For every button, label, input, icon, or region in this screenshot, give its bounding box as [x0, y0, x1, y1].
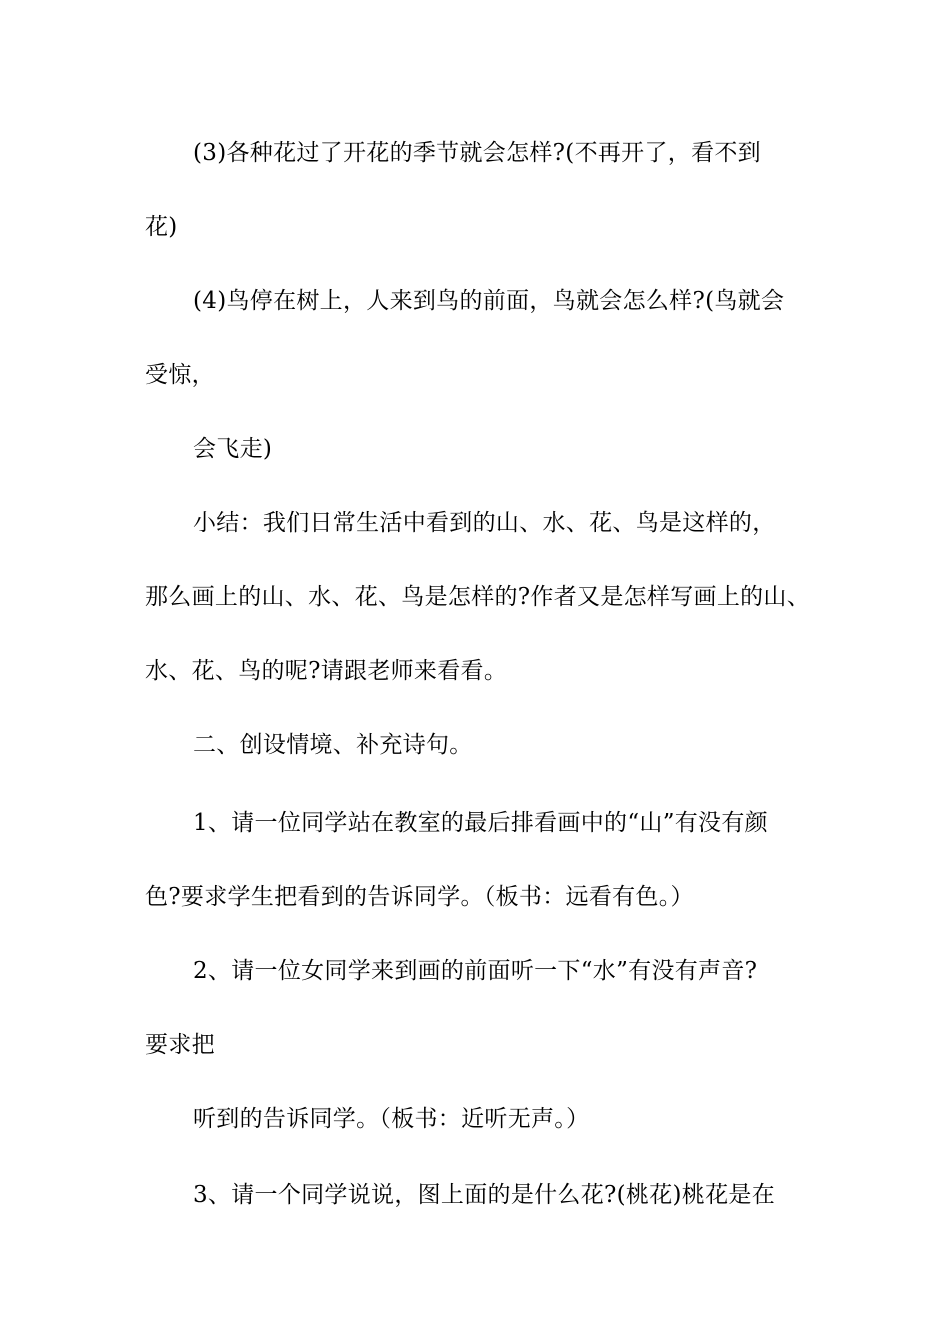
section-heading: 二、创设情境、补充诗句。: [193, 732, 473, 758]
paragraph-line: 会飞走): [193, 436, 273, 462]
paragraph-line: 小结：我们日常生活中看到的山、水、花、鸟是这样的，: [193, 510, 776, 536]
paragraph-line: 听到的告诉同学。（板书：近听无声。）: [193, 1106, 590, 1132]
paragraph-line: (4)鸟停在树上，人来到鸟的前面，鸟就会怎么样?(鸟就会: [193, 288, 785, 314]
paragraph-line: 1、请一位同学站在教室的最后排看画中的“山”有没有颜: [193, 810, 768, 836]
paragraph-line: 3、请一个同学说说，图上面的是什么花?(桃花)桃花是在: [193, 1182, 776, 1208]
paragraph-line: 色?要求学生把看到的告诉同学。（板书：远看有色。）: [145, 884, 694, 910]
paragraph-line: 那么画上的山、水、花、鸟是怎样的?作者又是怎样写画上的山、: [145, 584, 811, 610]
paragraph-line: (3)各种花过了开花的季节就会怎样?(不再开了，看不到: [193, 140, 761, 166]
paragraph-line: 水、花、鸟的呢?请跟老师来看看。: [145, 658, 508, 684]
paragraph-line: 花): [145, 214, 178, 240]
paragraph-line: 要求把: [145, 1032, 215, 1058]
paragraph-line: 2、请一位女同学来到画的前面听一下“水”有没有声音?: [193, 958, 758, 984]
paragraph-line: 受惊，: [145, 362, 215, 388]
